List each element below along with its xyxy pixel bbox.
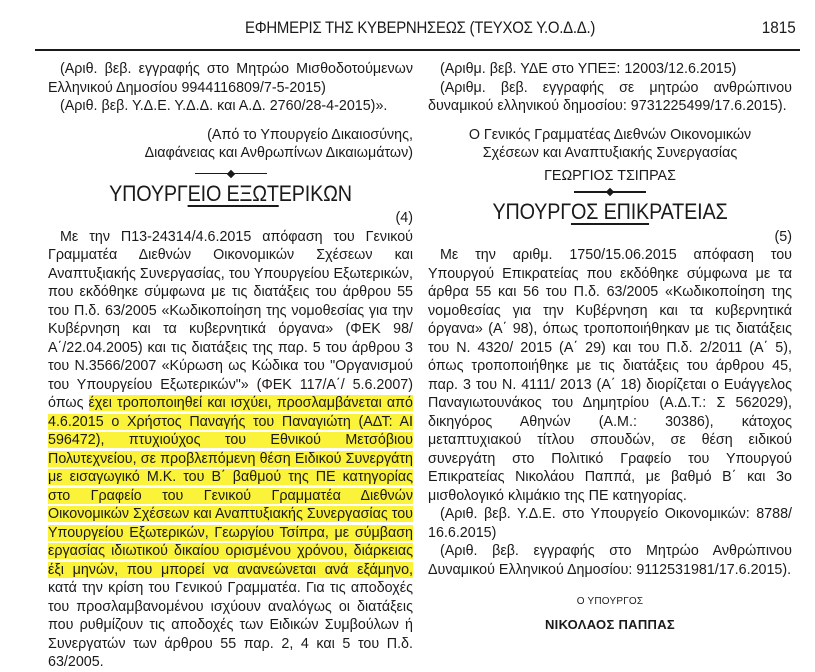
section-separator	[428, 185, 792, 199]
signer-title: Σχέσεων και Αναπτυξιακής Συνεργασίας	[482, 145, 738, 161]
right-column	[428, 60, 792, 634]
decision-body: Με την αριθμ. 1750/15.06.2015 απόφαση του Υπουργού Επικρατείας που εκδόθηκε σύμφωνα με τα άρθρα 55 και 56 του Π.δ. 63/2005 «Κωδικοποίηση της νομοθεσίας για την Κυβέρνηση και τα κυβερνητικά όργανα» (Α΄ 98), όπως τροποποιήθηκαν με τις διατάξεις του Ν. 4320/ 2015 (Α΄ 29) και του Π.δ. 2/2011 (Α΄ 5), όπως τροποποιήθηκε με τις διατάξεις του άρθρου 45, παρ. 3 του Ν. 4111/ 2013 (Α΄ 18) διορίζεται ο Ευάγγελος Παναγιωτουνάκος του Δημητρίου (Α.Δ.Τ.: Σ 562029), δικηγόρος Αθηνών (Α.Μ.: 30386), κάτοχος μεταπτυχιακού τίτλου σπουδών, σε θέση ειδικού συνεργάτη στο Πολιτικό Γραφείο του Υπουργού Επικρατείας Νικολάου Παππά, με βαθμό Β΄ και 3ο μισθολογικό κλιμάκιο της ΠΕ κατηγορίας.	[428, 247, 792, 504]
gazette-header	[35, 0, 800, 51]
minister-name: ΝΙΚΟΛΑΟΣ ΠΑΠΠΑΣ	[544, 616, 676, 632]
diamond-icon	[606, 188, 614, 196]
cert-line: (Αριθ. βεβ. Υ.Δ.Ε. Υ.Δ.Δ. και Α.Δ. 2760/28-4-2015)».	[60, 98, 388, 114]
item-number: (4)	[395, 210, 413, 226]
cert-line: (Αριθμ. βεβ. εγγραφής σε μητρώο ανθρώπινου δυναμικού ελληνικού δημοσίου: 9731225499/17.6.2015).	[428, 79, 792, 114]
cert-line: (Αριθ. βεβ. εγγραφής στο Μητρώο Μισθοδοτούμενων Ελληνικού Δημοσίου 9944116809/7-5-2015)	[48, 61, 413, 96]
source-line: Διαφάνειας και Ανθρωπίνων Δικαιωμάτων)	[144, 145, 413, 161]
gazette-title: ΕΦΗΜΕΡΙΣ ΤΗΣ ΚΥΒΕΡΝΗΣΕΩΣ (ΤΕΥΧΟΣ Υ.Ο.Δ.Δ.)	[245, 18, 596, 37]
cert-line: (Αριθμ. βεβ. ΥΔΕ στο ΥΠΕΞ: 12003/12.6.2015)	[440, 61, 737, 77]
ministry-heading: ΥΠΟΥΡΓΟΣ ΕΠΙΚΡΑΤΕΙΑΣ	[492, 199, 728, 224]
left-column	[48, 60, 413, 672]
source-line: (Από το Υπουργείο Δικαιοσύνης,	[207, 126, 413, 143]
ministry-heading: ΥΠΟΥΡΓΕΙΟ ΕΞΩΤΕΡΙΚΩΝ	[109, 180, 352, 206]
cert-line: (Αριθ. βεβ. Υ.Δ.Ε. στο Υπουργείο Οικονομικών: 8788/ 16.6.2015)	[428, 506, 792, 541]
highlighted-text: έχει τροποποιηθεί και ισχύει, προσλαμβάνεται από 4.6.2015 ο Χρήστος Παναγής του Παναγιώτη (ΑΔΤ: ΑΙ 596472), πτυχιούχος του Εθνικού Μετσόβιου Πολυτεχνείου, σε προβλεπόμενη θέση Ειδικού Συνεργάτη με εισαγωγικό Μ.Κ. του Β΄ βαθμού της ΠΕ κατηγορίας στο Γραφείο του Γενικού Γραμματέα Διεθνών Οικονομικών Σχέσεων και Αναπτυξιακής Συνεργασίας του Υπουργείου Εξωτερικών, Γεωργίου Τσίπρα, με σύμβαση εργασίας ιδιωτικού δικαίου ορισμένου χρόνου, διάρκειας έξι μηνών, που μπορεί να ανανεώνεται ανά εξάμηνο,	[48, 395, 413, 578]
section-separator	[48, 167, 413, 181]
decision-body: Με την Π13-24314/4.6.2015 απόφαση του Γενικού Γραμματέα Διεθνών Οικονομικών Σχέσεων και Αναπτυξιακής Συνεργασίας, του Υπουργείου Εξωτερικών, που εκδόθηκε σύμφωνα με τις διατάξεις του άρθρου 55 του Π.δ. 63/2005 «Κωδικοποίηση της νομοθεσίας για την Κυβέρνηση και τα κυβερνητικά όργανα» (ΦΕΚ 98/ Α΄/22.04.2005) και τις διατάξεις της παρ. 5 του άρθρου 3 του Ν.3566/2007 «Κύρωση ως Κώδικα του "Οργανισμού του Υπουργείου Εξωτερικών"» (ΦΕΚ 117/Α΄/ 5.6.2007) όπως έχει τροποποιηθεί και ισχύει, προσλαμβάνεται από 4.6.2015 ο Χρήστος Παναγής του Παναγιώτη (ΑΔΤ: ΑΙ 596472), πτυχιούχος του Εθνικού Μετσόβιου Πολυτεχνείου, σε προβλεπόμενη θέση Ειδικού Συνεργάτη με εισαγωγικό Μ.Κ. του Β΄ βαθμού της ΠΕ κατηγορίας στο Γραφείο του Γενικού Γραμματέα Διεθνών Οικονομικών Σχέσεων και Αναπτυξιακής Συνεργασίας του Υπουργείου Εξωτερικών, Γεωργίου Τσίπρα, με σύμβαση εργασίας ιδιωτικού δικαίου ορισμένου χρόνου, διάρκειας έξι μηνών, που μπορεί να ανανεώνεται ανά εξάμηνο, κατά την κρίση του Γενικού Γραμματέα. Για τις αποδοχές του προσλαμβανομένου ισχύουν αναλόγως οι διατάξεις που ρυθμίζουν τις αποδοχές των Ειδικών Συμβούλων ή Συνεργατών των άρθρου 55 παρ. 2, 4 και 5 του Π.δ. 63/2005.	[48, 228, 413, 670]
diamond-icon	[226, 169, 234, 177]
cert-line: (Αριθ. βεβ. εγγραφής στο Μητρώο Ανθρώπινου Δυναμικού Ελληνικού Δημοσίου: 9112531981/17.6.2015).	[428, 543, 792, 578]
minister-label: Ο ΥΠΟΥΡΓΟΣ	[576, 596, 644, 607]
page-number: 1815	[761, 18, 796, 37]
signer-title: Ο Γενικός Γραμματέας Διεθνών Οικονομικών	[468, 126, 752, 143]
item-number: (5)	[774, 228, 792, 245]
signer-name: ΓΕΩΡΓΙΟΣ ΤΣΙΠΡΑΣ	[544, 167, 676, 184]
